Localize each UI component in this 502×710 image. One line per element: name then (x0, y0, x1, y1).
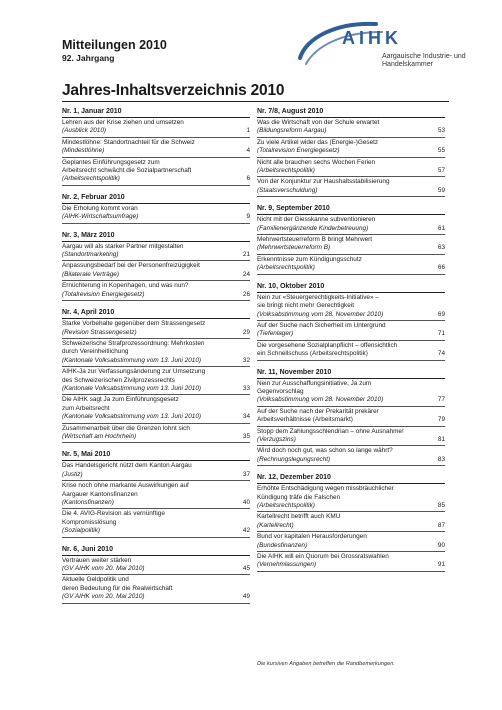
entry-title-line: durch Vereinheitlichung (62, 348, 129, 356)
left-column (62, 107, 250, 611)
entry-title-line: Auf der Suche nach der Prekarität prekärer (257, 407, 379, 415)
entry-title-line: Die Erholung kommt voran (62, 204, 138, 212)
entry-title-line: Vertrauen weiter stärken (62, 556, 132, 564)
publication-header (62, 38, 167, 63)
entry-title-line: Anpassungsbedarf bei der Personenfreizügigkeit (62, 262, 200, 270)
toc-entry (62, 281, 250, 301)
entry-title-line: sie bringt nicht mehr Gerechtigkeit (257, 302, 354, 310)
toc-entry (62, 158, 250, 186)
entry-title-line: Kompromisslösung (62, 518, 117, 526)
entry-page-number: 24 (242, 270, 250, 278)
toc-entry (62, 367, 250, 395)
entry-title-line: Nicht alle brauchen sechs Wochen Ferien (257, 158, 376, 166)
entry-title-line: Die 4. AVIG-Revision als vernünftige (62, 510, 165, 518)
entry-page-number: 29 (242, 328, 250, 336)
toc-entry (257, 118, 445, 138)
toc-entry (257, 293, 445, 321)
toc-section (257, 107, 445, 197)
toc-section (62, 450, 250, 537)
entry-title-line: Geplantes Einführungsgesetz zum (62, 158, 160, 166)
toc-section (62, 107, 250, 186)
entry-page-number: 61 (437, 224, 445, 232)
toc-entry (257, 552, 445, 572)
toc-section (257, 473, 445, 572)
entry-title-line: Erkenntnisse zum Kündigungsschutz (257, 255, 362, 263)
entry-page-number: 77 (437, 396, 445, 404)
toc-entry (62, 204, 250, 224)
toc-entry (257, 341, 445, 361)
entry-page-number: 1 (246, 127, 250, 135)
toc-entry (62, 509, 250, 537)
toc-entry (62, 556, 250, 576)
entry-page-number: 90 (437, 541, 445, 549)
entry-note: (Totalrevision Energiegesetz) (257, 147, 340, 155)
entry-page-number: 35 (242, 432, 250, 440)
entry-page-number: 81 (437, 435, 445, 443)
toc-entry (257, 407, 445, 427)
entry-title-line: Arbeitsrecht schwächt die Sozialpartnerschaft (62, 167, 192, 175)
toc-entry (62, 339, 250, 367)
entry-note: (Volksabstimmung vom 28. November 2010) (257, 310, 384, 318)
entry-note: (Arbeitsrechtspolitik) (257, 264, 315, 272)
entry-note: (GV AIHK vom 20. Mai 2010) (62, 593, 145, 601)
entry-title-line: Starke Vorbehalte gegenüber dem Strassengesetz (62, 320, 206, 328)
toc-entry (257, 138, 445, 158)
publication-title: Mitteilungen 2010 (62, 38, 167, 52)
aihk-logo (296, 18, 466, 78)
logo-subtitle (382, 53, 466, 69)
entry-page-number: 91 (437, 561, 445, 569)
entry-note: (Justiz) (62, 470, 83, 478)
section-title: Nr. 6, Juni 2010 (62, 545, 250, 556)
heading-divider (62, 101, 449, 102)
entry-title-line: Nicht mit der Giesskanne subventionieren (257, 216, 376, 224)
entry-note: (Revision Strassengesetz) (62, 328, 137, 336)
entry-note: (Verzugszins) (257, 435, 296, 443)
section-title: Nr. 9, September 2010 (257, 204, 445, 215)
entry-title-line: zum Arbeitsrecht (62, 404, 110, 412)
entry-page-number: 21 (242, 251, 250, 259)
entry-title-line: Zusammenarbeit über die Grenzen lohnt sich (62, 424, 190, 432)
entry-page-number: 87 (437, 521, 445, 529)
entry-title-line: Die vorgesehene Sozialplanpflicht – offensichtlich (257, 341, 398, 349)
entry-note: (Kantonsfinanzen) (62, 499, 114, 506)
logo-subtitle-line: Aargauische Industrie- und (382, 53, 466, 60)
entry-note: (Volksabstimmung vom 28. November 2010) (257, 396, 384, 404)
right-column (257, 107, 445, 579)
entry-title-line: Zu viele Artikel wider das (Energie-)Gesetz (257, 138, 379, 146)
entry-title-line: Arbeitsverhältnisse (Arbeitsmarkt) (257, 416, 353, 424)
entry-title-line: Gegenvorschlag (257, 387, 304, 395)
entry-note: (Staatsverschuldung) (257, 186, 318, 194)
toc-entry (257, 177, 445, 197)
entry-note: (Kantonale Volksabstimmung vom 13. Juni 2010) (62, 356, 202, 364)
entry-note: (Sozialpolitik) (62, 527, 101, 535)
entry-note: (Wirtschaft am Hochrhein) (62, 432, 137, 440)
entry-page-number: 83 (437, 455, 445, 463)
entry-page-number: 71 (437, 330, 445, 338)
entry-page-number: 9 (246, 213, 250, 221)
entry-note: (Familienergänzende Kinderbetreuung) (257, 224, 369, 232)
logo-subtitle-line: Handelskammer (382, 61, 433, 68)
entry-title-line: Aargau will als starker Partner mitgestalten (62, 242, 184, 250)
entry-page-number: 33 (242, 384, 250, 392)
entry-title-line: Mehrwertsteuerreform B bringt Mehrwert (257, 236, 373, 244)
entry-title-line: Lehren aus der Krise ziehen und umsetzen (62, 119, 184, 126)
toc-entry (257, 235, 445, 255)
publication-volume: 92. Jahrgang (62, 53, 115, 63)
section-title: Nr. 11, November 2010 (257, 368, 445, 379)
footnote: Die kursiven Angaben betreffen die Randbemerkungen. (257, 661, 395, 667)
entry-title-line: Nein zur Ausschaffungsinitiative, Ja zum (257, 379, 372, 387)
entry-note: (Bilaterale Verträge) (62, 270, 119, 278)
entry-page-number: 37 (242, 470, 250, 478)
entry-title-line: Auf der Suche nach Sicherheit im Untergrund (257, 321, 386, 329)
entry-note: (GV AIHK vom 20. Mai 2010) (62, 565, 145, 573)
entry-title-line: Was die Wirtschaft von der Schule erwartet (257, 119, 380, 126)
entry-note: (Tiefenlager) (257, 330, 294, 338)
entry-title-line: Stopp dem Zahlungsschlendrian – ohne Ausnahme! (257, 427, 404, 435)
toc-entry (62, 242, 250, 262)
entry-note: (Standortmarketing) (62, 251, 119, 259)
entry-note: (Rechnungslegungsrecht) (257, 455, 331, 463)
section-title: Nr. 4, April 2010 (62, 308, 250, 319)
entry-title-line: Von der Konjunktur zur Haushaltsstabilisierung (257, 178, 390, 186)
entry-title-line: des Schweizerischen Zivilprozessrechts (62, 376, 175, 384)
toc-entry (257, 215, 445, 235)
entry-title-line: Ernüchterung in Kopenhagen, und was nun? (62, 282, 189, 290)
entry-page-number: 4 (246, 147, 250, 155)
entry-page-number: 45 (242, 565, 250, 573)
entry-title-line: Aktuelle Geldpolitik und (62, 576, 129, 584)
entry-page-number: 79 (437, 416, 445, 424)
entry-note: (Kantonale Volksabstimmung vom 13. Juni 2010) (62, 384, 202, 392)
section-title: Nr. 10, Oktober 2010 (257, 282, 445, 293)
logo-wordmark: AIHK (342, 28, 402, 48)
toc-entry (62, 261, 250, 281)
section-title: Nr. 2, Februar 2010 (62, 193, 250, 204)
toc-entry (62, 395, 250, 423)
page-title: Jahres-Inhaltsverzeichnis 2010 (62, 82, 285, 99)
toc-entry (257, 255, 445, 275)
entry-note: (Bildungsreform Aargau) (257, 127, 327, 135)
entry-page-number: 85 (437, 502, 445, 509)
entry-title-line: Kartellrecht betrifft auch KMU (257, 513, 341, 521)
entry-note: (Arbeitsrechtspolitik) (257, 502, 315, 509)
entry-title-line: Krise noch ohne markante Auswirkungen auf (62, 482, 189, 490)
entry-note: (Vernehmlassungen) (257, 561, 317, 569)
entry-title-line: Kündigung träfe die Falschen (257, 493, 341, 501)
entry-page-number: 53 (437, 127, 445, 135)
toc-section (257, 368, 445, 467)
toc-entry (62, 481, 250, 509)
section-title: Nr. 5, Mai 2010 (62, 450, 250, 461)
entry-title-line: Bund vor kapitalen Herausforderungen (257, 533, 367, 541)
entry-page-number: 6 (246, 175, 250, 183)
toc-entry (62, 138, 250, 158)
entry-page-number: 66 (437, 264, 445, 272)
toc-entry (257, 427, 445, 447)
entry-title-line: Aargauer Kantonsfinanzen (62, 490, 138, 498)
entry-page-number: 69 (437, 310, 445, 318)
toc-entry (62, 575, 250, 603)
entry-page-number: 40 (242, 499, 250, 506)
toc-entry (62, 118, 250, 138)
toc-entry (62, 319, 250, 339)
entry-title-line: Nein zur «Steuergerechtigkeits-Initiative» – (257, 293, 379, 301)
entry-title-line: Mindestlöhne: Standortnachteil für die Schweiz (62, 138, 195, 146)
entry-note: (Mindestlöhne) (62, 147, 105, 155)
entry-note: (AIHK-Wirtschaftsumfrage) (62, 213, 139, 221)
entry-page-number: 63 (437, 244, 445, 252)
entry-note: (Arbeitsrechtspolitik) (257, 167, 315, 175)
toc-entry (62, 461, 250, 481)
entry-page-number: 59 (437, 186, 445, 194)
toc-section (62, 545, 250, 604)
entry-page-number: 49 (242, 593, 250, 601)
entry-page-number: 32 (242, 356, 250, 364)
toc-entry (257, 532, 445, 552)
toc-section (62, 193, 250, 224)
entry-note: (Kartellrecht) (257, 521, 294, 529)
toc-entry (257, 379, 445, 407)
entry-page-number: 57 (437, 167, 445, 175)
toc-entry (257, 512, 445, 532)
section-title: Nr. 1, Januar 2010 (62, 107, 250, 118)
entry-title-line: Erhöhte Entschädigung wegen missbräuchlicher (257, 485, 394, 493)
entry-title-line: Die AIHK sagt Ja zum Einführungsgesetz (62, 396, 179, 404)
entry-title-line: Die AIHK will ein Quorum bei Grossratswahlen (257, 553, 389, 561)
entry-page-number: 42 (242, 527, 250, 535)
entry-title-line: deren Bedeutung für die Realwirtschaft (62, 584, 173, 592)
toc-section (62, 231, 250, 301)
toc-section (257, 282, 445, 361)
entry-title-line: Das Handelsgericht nützt dem Kanton Aargau (62, 462, 192, 470)
section-title: Nr. 7/8, August 2010 (257, 107, 445, 118)
toc-entry (257, 484, 445, 512)
entry-page-number: 34 (242, 413, 250, 421)
toc-entry (257, 158, 445, 178)
toc-entry (257, 446, 445, 466)
entry-note: (Mehrwertsteuerreform B) (257, 244, 331, 252)
section-title: Nr. 12, Dezember 2010 (257, 473, 445, 484)
toc-section (62, 308, 250, 443)
section-title: Nr. 3, März 2010 (62, 231, 250, 242)
entry-note: (Ausblick 2010) (62, 127, 107, 135)
entry-note: (Kantonale Volksabstimmung vom 13. Juni 2010) (62, 413, 202, 421)
entry-note: (Bundesfinanzen) (257, 541, 308, 549)
toc-entry (62, 424, 250, 444)
toc-section (257, 204, 445, 274)
entry-note: (Arbeitsrechtspolitik) (62, 175, 120, 183)
entry-page-number: 74 (437, 350, 445, 358)
entry-title-line: Schweizerische Strafprozessordnung: Mehrkosten (62, 339, 205, 347)
entry-title-line: ein Schnellschuss (Arbeitsrechtspolitik) (257, 350, 368, 358)
entry-page-number: 26 (242, 290, 250, 298)
entry-note: (Totalrevision Energiegesetz) (62, 290, 145, 298)
entry-page-number: 55 (437, 147, 445, 155)
toc-entry (257, 321, 445, 341)
entry-title-line: Wird doch noch gut, was schon so lange währt? (257, 447, 393, 455)
entry-title-line: AIHK-Ja zur Verfassungsänderung zur Umsetzung (62, 368, 206, 376)
